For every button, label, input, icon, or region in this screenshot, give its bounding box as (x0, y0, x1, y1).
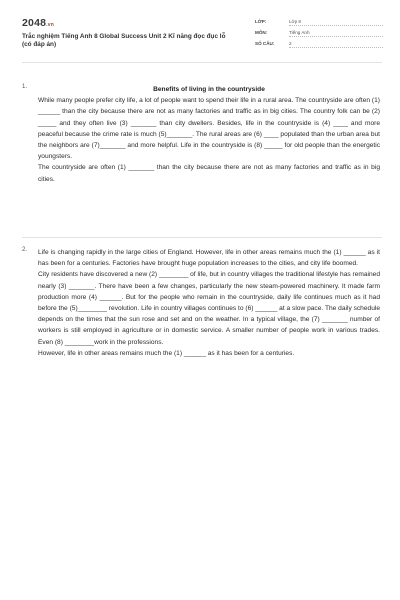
meta-subject-row (255, 29, 385, 40)
header-divider (22, 62, 382, 63)
passage-paragraph: While many people prefer city life, a lot of people want to spend their life in a rural area. The countryside are often (1) ______ than the city because there are not as many factories and traffic as in big cities. The country folk can be (2) _____ and they often live (3) _______ than city dwellers. Besides, life in the countryside is (4) ____ and more peaceful because the crime rate is much (5)_______. The rural areas are (6) ____ populated than the urban area but the neighbors are (7)_______ and more helpful. Life in the countryside is (8) _____ for old people than the energetic youngsters. (38, 97, 380, 161)
meta-class-value: Lớp 8 (289, 19, 383, 26)
meta-class-label: LỚP: (255, 19, 267, 24)
meta-subject-value: Tiếng Anh (289, 30, 383, 37)
question-number: 2. (22, 247, 28, 253)
passage-paragraph: Life is changing rapidly in the large cities of England. However, life in other areas remains much the (1) ______ as it has been for a centuries. Factories have brought huge population increases to the cities, and city life boomed. (38, 249, 380, 268)
question-body (38, 247, 380, 359)
question-prompt: The countryside are often (1) _______ than the city because there are not as many factories and traffic as in big cities. (38, 164, 380, 183)
meta-subject-label: MÔN: (255, 30, 268, 35)
logo-text: 2048 (22, 17, 47, 29)
logo-tld: .vn (46, 22, 54, 28)
question-number: 1. (22, 84, 28, 90)
passage-paragraph: City residents have discovered a new (2) ________ of life, but in country villages the traditional lifestyle has remained nearly (3) _______. There have been a few changes, particularly the new steam-powered machinery. It made farm production more (4) ______. But for the people who remain in the countryside, daily life continues much as it had before the (5)________ revolution. Life in country villages continues to (6) ______ at a slow pace. The daily schedule depends on the times that the sun rose and set and on the weather. In a typical village, the (7) _______ number of workers is still employed in agriculture or in domestic service. A smaller number of people work in various trades. Even (8) ________work in the professions. (38, 271, 380, 346)
passage-title: Benefits of living in the countryside (153, 86, 265, 93)
question-prompt: However, life in other areas remains much the (1) ______ as it has been for a centuries. (38, 349, 295, 357)
meta-info (255, 18, 385, 51)
meta-count-row (255, 40, 385, 51)
question-body (38, 84, 380, 185)
meta-count-label: SỐ CÂU: (255, 41, 275, 46)
meta-class-row (255, 18, 385, 29)
site-logo[interactable] (22, 17, 54, 29)
document-title: Trắc nghiệm Tiếng Anh 8 Global Success Unit 2 Kĩ năng đọc đục lỗ (có đáp án) (22, 33, 226, 49)
document-header (22, 14, 382, 58)
meta-count-value: 2 (289, 41, 383, 48)
question-divider (22, 237, 382, 238)
